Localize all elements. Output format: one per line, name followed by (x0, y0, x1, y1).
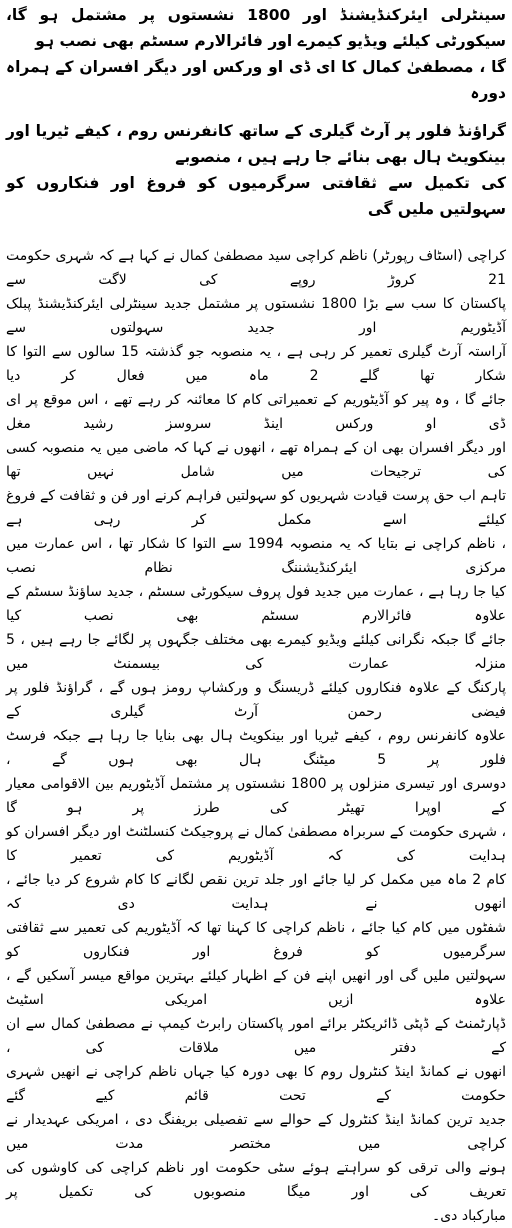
body-line: کام 2 ماہ میں مکمل کر لیا جائے اور جلد ترین نقص لگانے کا کام شروع کر دیا جائے ، انھوں نے ہدایت دی کہ (6, 872, 506, 912)
body-line: اور دیگر افسران بھی ان کے ہمراہ تھے ، انھوں نے کہا کہ ماضی میں یہ منصوبہ کسی کی ترجیحات میں شامل نہیں تھا (6, 440, 506, 480)
headline-line: کی تکمیل سے ثقافتی سرگرمیوں کو فروغ اور فنکاروں کو سہولتیں ملیں گی (6, 174, 506, 218)
body-line: پاکستان کا سب سے بڑا 1800 نشستوں پر مشتمل جدید سینٹرلی ایئرکنڈیشنڈ پبلک آڈیٹوریم اور جدید سہولتوں سے (6, 296, 506, 336)
body-line: ڈپارٹمنٹ کے ڈپٹی ڈائریکٹر برائے امور پاکستان رابرٹ کیمپ نے مصطفیٰ کمال سے ان کے دفتر میں ملاقات کی ، (6, 1016, 506, 1056)
body-line: علاوہ کانفرنس روم ، کیفے ٹیریا اور بینکویٹ ہال بھی بنایا جا رہا ہے جبکہ فرسٹ فلور پر 5 میٹنگ ہال بھی ہوں گے ، (6, 728, 506, 768)
headline-line: گا ، مصطفیٰ کمال کا ای ڈی او ورکس اور دیگر افسران کے ہمراہ دورہ (6, 58, 506, 102)
headline-1 (6, 2, 506, 106)
body-line: کیا جا رہا ہے ، عمارت میں جدید فول پروف سیکورٹی سسٹم ، جدید ساؤنڈ سسٹم کے علاوہ فائرالارم سسٹم بھی نصب کیا (6, 584, 506, 624)
body-line: شفٹوں میں کام کیا جائے ، ناظم کراچی کا کہنا تھا کہ آڈیٹوریم کی تعمیر سے ثقافتی سرگرمیوں کو فروغ اور فنکاروں کو (6, 920, 506, 960)
body-line: جائے گا جبکہ نگرانی کیلئے ویڈیو کیمرے بھی مختلف جگہوں پر لگائے جا رہے ہیں ، 5 منزلہ عمارت کی بیسمنٹ میں (6, 632, 506, 672)
body-line: جائے گا ، وہ پیر کو آڈیٹوریم کے تعمیراتی کام کا معائنہ کر رہے تھے ، اس موقع پر ای ڈی او ورکس اینڈ سروسز رشید مغل (6, 392, 506, 432)
body-line: ، شہری حکومت کے سربراہ مصطفیٰ کمال نے پروجیکٹ کنسلٹنٹ اور دیگر افسران کو ہدایت کی کہ آڈیٹوریم کی تعمیر کا (6, 824, 506, 864)
body-line: جدید ترین کمانڈ اینڈ کنٹرول کے حوالے سے تفصیلی بریفنگ دی ، امریکی عہدیدار نے کراچی میں مختصر مدت میں (6, 1112, 506, 1152)
body-line: تاہم اب حق پرست قیادت شہریوں کو سہولتیں فراہم کرنے اور فن و ثقافت کے فروغ کیلئے اسے مکمل کر رہی ہے (6, 488, 506, 528)
body-line: ہونے والی ترقی کو سراہتے ہوئے سٹی حکومت اور ناظم کراچی کی کاوشوں کی تعریف کی اور میگا منصوبوں کی تکمیل پر (6, 1160, 506, 1200)
body-line: سہولتیں ملیں گی اور انھیں اپنے فن کے اظہار کیلئے بہترین مواقع میسر آسکیں گے ، علاوہ ازیں امریکی اسٹیٹ (6, 968, 506, 1008)
body-line: دوسری اور تیسری منزلوں پر 1800 نشستوں پر مشتمل آڈیٹوریم بین الاقوامی معیار کے اوپرا تھیٹر کی طرز پر ہو گا (6, 776, 506, 816)
headline-2 (6, 118, 506, 222)
headline-line: سینٹرلی ایئرکنڈیشنڈ اور 1800 نشستوں پر مشتمل ہو گا، سیکورٹی کیلئے ویڈیو کیمرے اور فائرالارم سسٹم بھی نصب ہو (6, 6, 506, 50)
body-line: کراچی (اسٹاف رپورٹر) ناظم کراچی سید مصطفیٰ کمال نے کہا ہے کہ شہری حکومت 21 کروڑ روپے کی لاگت سے (6, 248, 506, 288)
headline-line: گراؤنڈ فلور پر آرٹ گیلری کے ساتھ کانفرنس روم ، کیفے ٹیریا اور بینکویٹ ہال بھی بنائے جا رہے ہیں ، منصوبے (6, 122, 506, 166)
body-line: مبارکباد دی۔ (432, 1208, 506, 1224)
body-line: انھوں نے کمانڈ اینڈ کنٹرول روم کا بھی دورہ کیا جہاں ناظم کراچی نے انھیں شہری حکومت کے تحت قائم کیے گئے (6, 1064, 506, 1104)
body-line: پارکنگ کے علاوہ فنکاروں کیلئے ڈریسنگ و ورکشاپ رومز ہوں گے ، گراؤنڈ فلور پر فیضی رحمن آرٹ گیلری کے (6, 680, 506, 720)
body-line: ، ناظم کراچی نے بتایا کہ یہ منصوبہ 1994 سے التوا کا شکار تھا ، اس عمارت میں مرکزی ایئرکنڈیشننگ نظام نصب (6, 536, 506, 576)
body-line: آراستہ آرٹ گیلری تعمیر کر رہی ہے ، یہ منصوبہ جو گذشتہ 15 سالوں سے التوا کا شکار تھا گلے 2 ماہ میں فعال کر دیا (6, 344, 506, 384)
article-body (6, 244, 506, 1228)
